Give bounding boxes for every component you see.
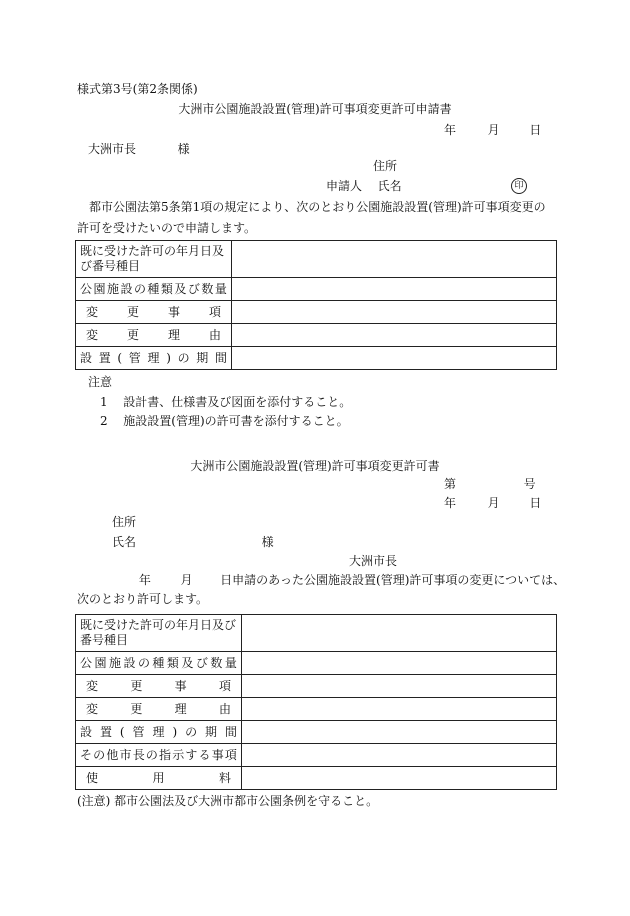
permit-issuer: 大洲市長: [349, 554, 398, 568]
permit-title: 大洲市公園施設設置(管理)許可事項変更許可書: [190, 459, 440, 473]
table-row: [76, 324, 557, 347]
permit-table: [75, 614, 557, 790]
row-label-mayor-instructions: そ の 他 市 長 の 指 示 す る 事 項: [80, 747, 237, 762]
row-label-usage-fee: 使 用 料: [86, 770, 231, 785]
row-value-change-reason[interactable]: [232, 324, 557, 347]
table-row: [76, 744, 557, 767]
row-label-change-items: 変 更 事 項: [86, 678, 231, 693]
form-number: 様式第3号(第2条関係): [77, 82, 198, 96]
row-value-period[interactable]: [232, 347, 557, 370]
row-value-facility-type[interactable]: [242, 652, 557, 675]
table-row: [76, 278, 557, 301]
application-table: [75, 240, 557, 370]
row-value-period[interactable]: [242, 721, 557, 744]
permit-body-line1: 年 月 日申請のあった公園施設設置(管理)許可事項の変更については、: [138, 573, 566, 587]
row-label-period: 設 置 ( 管 理 ) の 期 間: [80, 724, 237, 739]
permit-date: 年 月 日: [444, 496, 542, 510]
notes-title: 注意: [88, 375, 113, 389]
row-label-prior-permit: 既に受けた許可の年月日及び番号種目: [76, 615, 242, 652]
table-row: [76, 241, 557, 278]
seal-icon: 印: [511, 178, 527, 194]
note-item: 2 施設設置(管理)の許可書を添付すること。: [100, 414, 349, 428]
table-row: [76, 721, 557, 744]
row-label-change-items: 変 更 事 項: [86, 304, 221, 319]
row-label-facility-type: 公 園 施 設 の 種 類 及 び 数 量: [80, 281, 227, 296]
table-row: [76, 698, 557, 721]
application-title: 大洲市公園施設設置(管理)許可事項変更許可申請書: [178, 102, 452, 116]
permit-number: 第 号: [444, 477, 536, 491]
row-label-change-reason: 変 更 理 由: [86, 327, 221, 342]
table-row: [76, 301, 557, 324]
table-row: [76, 767, 557, 790]
application-body: 都市公園法第5条第1項の規定により、次のとおり公園施設設置(管理)許可事項変更の許可を受けたいので申請します。: [77, 200, 546, 235]
row-value-prior-permit[interactable]: [242, 615, 557, 652]
row-value-change-items[interactable]: [242, 675, 557, 698]
row-value-change-items[interactable]: [232, 301, 557, 324]
permittee-name-row: 氏名 様: [112, 535, 274, 549]
row-value-mayor-instructions[interactable]: [242, 744, 557, 767]
applicant-name-row: 申請人 氏名: [326, 179, 402, 193]
table-row: [76, 652, 557, 675]
row-value-facility-type[interactable]: [232, 278, 557, 301]
seal-mark: [511, 178, 527, 194]
row-value-change-reason[interactable]: [242, 698, 557, 721]
row-label-prior-permit: 既に受けた許可の年月日及び番号種目: [76, 241, 232, 278]
application-date: 年 月 日: [444, 123, 542, 137]
row-value-usage-fee[interactable]: [242, 767, 557, 790]
row-label-period: 設 置 ( 管 理 ) の 期 間: [80, 350, 227, 365]
row-value-prior-permit[interactable]: [232, 241, 557, 278]
row-label-change-reason: 変 更 理 由: [86, 701, 231, 716]
table-row: [76, 615, 557, 652]
permittee-address-label: 住所: [112, 515, 137, 529]
permit-body-line2: 次のとおり許可します。: [77, 592, 209, 606]
applicant-address-label: 住所: [373, 159, 398, 173]
row-label-facility-type: 公 園 施 設 の 種 類 及 び 数 量: [80, 655, 237, 670]
addressee: 大洲市長 様: [88, 142, 190, 156]
table-row: [76, 675, 557, 698]
permit-note: (注意) 都市公園法及び大洲市都市公園条例を守ること。: [77, 794, 379, 808]
note-item: 1 設計書、仕様書及び図面を添付すること。: [100, 395, 352, 409]
table-row: [76, 347, 557, 370]
